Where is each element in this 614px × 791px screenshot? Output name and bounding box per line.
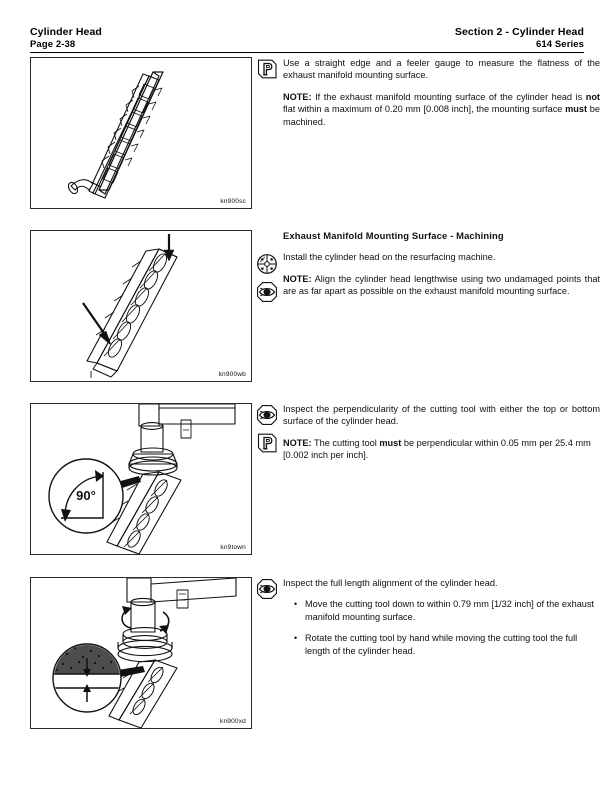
section-4-body xyxy=(283,577,600,657)
section-3-body xyxy=(283,403,600,462)
figure-2-illustration xyxy=(31,231,251,381)
section-4-text xyxy=(255,577,600,657)
page-title: Cylinder Head xyxy=(30,26,102,38)
section-3-text xyxy=(255,403,600,462)
note-label: NOTE: xyxy=(283,273,312,284)
section-1-text xyxy=(255,57,600,128)
section-2-subhead: Exhaust Manifold Mounting Surface - Machining xyxy=(283,230,504,241)
section-2 xyxy=(0,230,614,385)
eye-inspect-icon xyxy=(255,403,279,427)
note-bold-a: must xyxy=(379,437,402,448)
eye-inspect-icon xyxy=(255,577,279,601)
section-2-paragraph: Install the cylinder head on the resurfacing machine. xyxy=(283,252,496,263)
section-3-icons xyxy=(255,403,281,459)
figure-3-illustration xyxy=(31,404,251,554)
page-number: Page 2-38 xyxy=(30,39,76,50)
note-bold-a: not xyxy=(585,91,600,102)
note-text-a: If the exhaust manifold mounting surface of the cylinder head is xyxy=(311,91,586,102)
section-2-body xyxy=(283,230,600,298)
section-2-icons xyxy=(255,252,281,308)
section-1-paragraph: Use a straight edge and a feeler gauge to measure the flatness of the exhaust manifold mounting surface. xyxy=(283,58,600,81)
figure-3 xyxy=(30,403,252,555)
section-title: Section 2 - Cylinder Head xyxy=(454,26,584,38)
measure-tool-icon xyxy=(255,57,279,81)
section-4-icons xyxy=(255,577,281,605)
section-3-note xyxy=(283,437,600,462)
section-3 xyxy=(0,403,614,558)
header-left xyxy=(30,26,102,51)
section-1 xyxy=(0,57,614,212)
figure-1 xyxy=(30,57,252,209)
note-text-a: The cutting tool xyxy=(311,437,380,448)
figure-4-illustration xyxy=(31,578,251,728)
section-4-paragraph: Inspect the full length alignment of the cylinder head. xyxy=(283,578,498,588)
page-header xyxy=(30,26,584,51)
figure-2 xyxy=(30,230,252,382)
figure-1-caption: kn900sc xyxy=(220,198,246,205)
header-right xyxy=(455,26,584,51)
figure-3-caption: kn9town xyxy=(220,544,246,551)
note-label: NOTE: xyxy=(283,91,312,102)
section-1-icons xyxy=(255,57,281,85)
list-item: • Rotate the cutting tool by hand while moving the cutting tool the full length of the cylinder head. xyxy=(305,632,600,657)
measure-tool-icon xyxy=(255,431,279,455)
figure-4-caption: kn900xd xyxy=(220,718,246,725)
note-text-b: be perpendicular within 0.05 mm per 25.4 mm [0.002 inch per inch]. xyxy=(283,437,591,461)
eye-inspect-icon xyxy=(255,280,279,304)
note-bold-b: must xyxy=(565,104,588,115)
figure-2-caption: kn900wb xyxy=(218,371,246,378)
note-text-a: Align the cylinder head lengthwise using two undamaged points that are as far apart as possible on the exhaust manifold mounting surface. xyxy=(283,273,600,297)
grinding-wheel-icon xyxy=(255,252,279,276)
angle-detail-label: 90° xyxy=(76,488,96,503)
figure-4 xyxy=(30,577,252,729)
header-divider xyxy=(30,52,584,53)
note-label: NOTE: xyxy=(283,437,312,448)
section-2-note xyxy=(283,273,600,298)
section-3-paragraph: Inspect the perpendicularity of the cutting tool with either the top or bottom surface of the cylinder head. xyxy=(283,404,600,427)
section-4 xyxy=(0,577,614,732)
note-text-b: flat within a maximum of 0.20 mm [0.008 inch], the mounting surface xyxy=(283,104,566,115)
section-4-bullet-list xyxy=(283,598,600,657)
section-1-body xyxy=(283,57,600,128)
section-2-text xyxy=(255,230,600,298)
figure-1-illustration xyxy=(31,58,251,208)
series-label: 614 Series xyxy=(535,39,584,50)
list-item: • Move the cutting tool down to within 0.79 mm [1/32 inch] of the exhaust manifold mounting surface. xyxy=(305,598,600,623)
section-1-note xyxy=(283,91,600,128)
note-text-c: be machined. xyxy=(283,104,600,127)
